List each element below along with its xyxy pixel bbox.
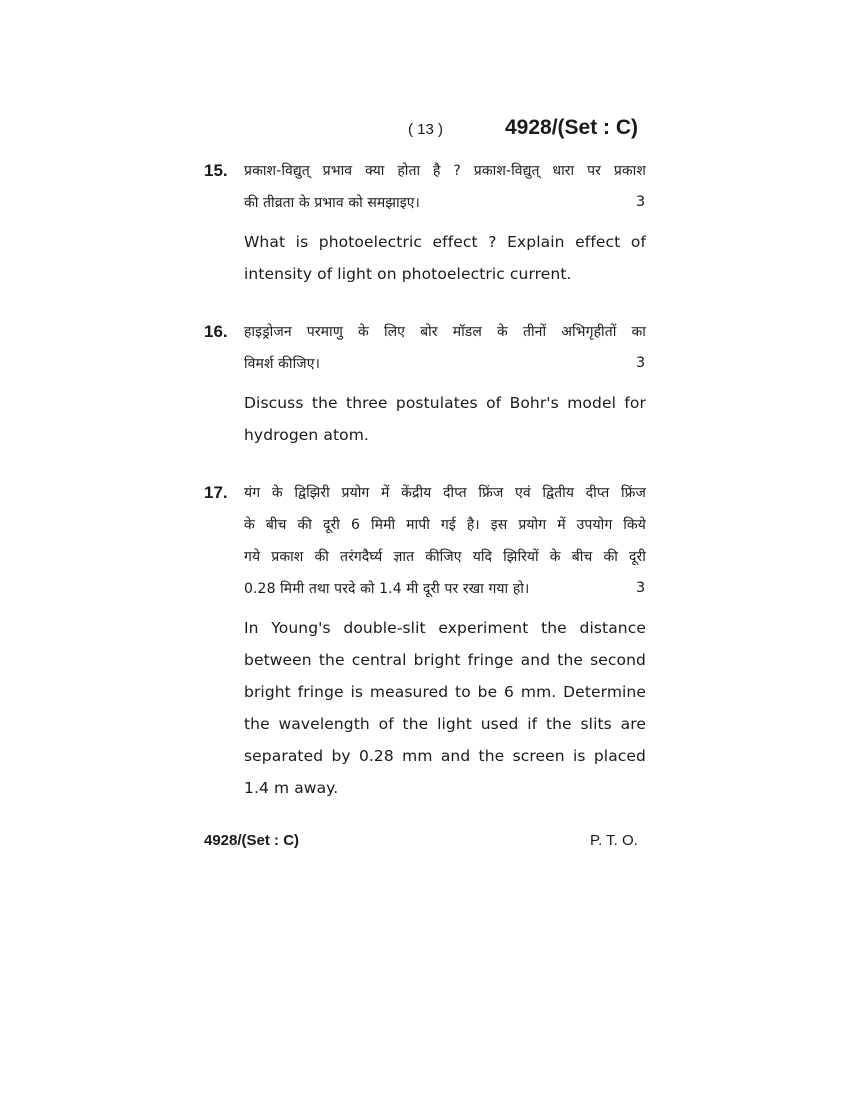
question-english-line: In Young's double-slit experiment the distance (244, 619, 646, 637)
question-english-line: the wavelength of the light used if the slits are (244, 715, 646, 733)
question-english-line: hydrogen atom. (244, 426, 369, 444)
question-hindi-line: प्रकाश-विद्युत् प्रभाव क्या होता है ? प्रकाश-विद्युत् धारा पर प्रकाश (244, 163, 646, 179)
question-english-line: intensity of light on photoelectric current. (244, 265, 572, 283)
question-hindi-line: यंग के द्विझिरी प्रयोग में केंद्रीय दीप्त फ्रिंज एवं द्वितीय दीप्त फ्रिंज (244, 485, 646, 501)
question-marks: 3 (636, 355, 646, 371)
paper-code-footer: 4928/(Set : C) (204, 832, 300, 849)
question-hindi-line: के बीच की दूरी 6 मिमी मापी गई है। इस प्रयोग में उपयोग किये (244, 517, 646, 533)
page-number: ( 13 ) (408, 121, 444, 138)
question-english-line: between the central bright fringe and the second (244, 651, 646, 669)
question-hindi-line: की तीव्रता के प्रभाव को समझाइए। (244, 195, 420, 211)
question-hindi-line: 0.28 मिमी तथा परदे को 1.4 मी दूरी पर रखा गया हो। (244, 581, 530, 597)
pto-label: P. T. O. (590, 832, 638, 849)
question-english-line: What is photoelectric effect ? Explain effect of (244, 233, 646, 251)
question-marks: 3 (636, 580, 646, 596)
question-hindi-line: विमर्श कीजिए। (244, 356, 320, 372)
question-english-line: separated by 0.28 mm and the screen is placed (244, 747, 646, 765)
question-number: 15. (204, 161, 228, 180)
question-english-line: 1.4 m away. (244, 779, 339, 797)
question-number: 17. (204, 483, 228, 502)
question-hindi-line: हाइड्रोजन परमाणु के लिए बोर मॉडल के तीनों अभिगृहीतों का (244, 324, 646, 340)
question-hindi-line: गये प्रकाश की तरंगदैर्घ्य ज्ञात कीजिए यदि झिरियों के बीच की दूरी (244, 549, 646, 565)
question-english-line: bright fringe is measured to be 6 mm. Determine (244, 683, 646, 701)
paper-code-header: 4928/(Set : C) (505, 116, 639, 139)
question-english-line: Discuss the three postulates of Bohr's model for (244, 394, 646, 412)
question-number: 16. (204, 322, 228, 341)
question-marks: 3 (636, 194, 646, 210)
